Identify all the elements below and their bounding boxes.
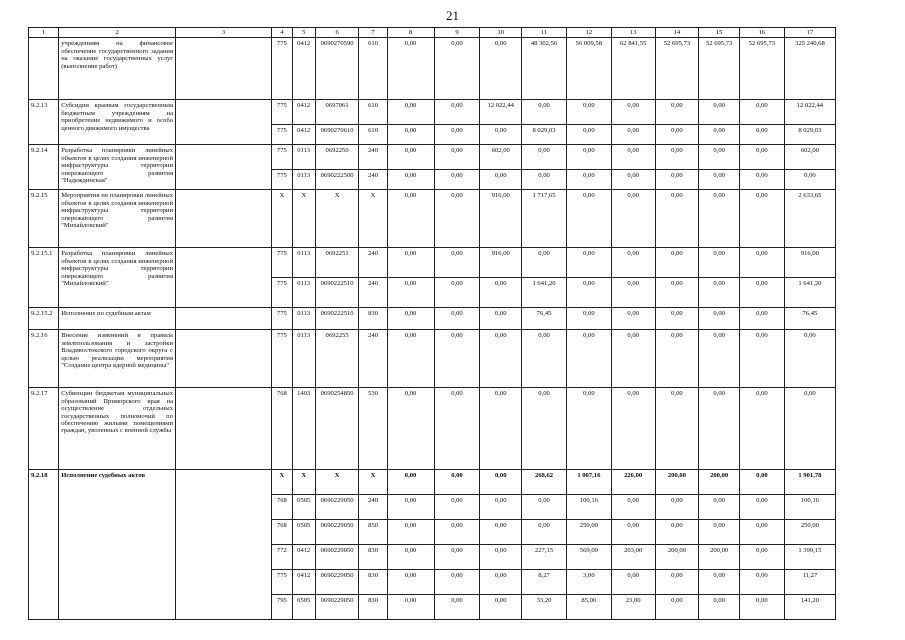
column-header: 3 xyxy=(176,28,272,38)
value-cell: 0,00 xyxy=(611,308,655,330)
value-cell: 0690229050 xyxy=(315,520,359,545)
value-cell: 2 633,65 xyxy=(784,190,835,248)
value-cell: 1 901,78 xyxy=(784,470,835,495)
value-cell: 240 xyxy=(359,170,387,190)
value-cell: 0,00 xyxy=(434,570,480,595)
value-cell: 0,00 xyxy=(611,145,655,170)
value-cell: 0,00 xyxy=(522,145,567,170)
column-header: 9 xyxy=(434,28,480,38)
value-cell: 916,00 xyxy=(480,248,522,278)
item-code: 9.2.15.1 xyxy=(29,248,59,308)
value-cell: 8 029,03 xyxy=(522,125,567,145)
value-cell: 0,00 xyxy=(566,190,611,248)
value-cell: 0,00 xyxy=(434,545,480,570)
col3-cell xyxy=(176,100,272,145)
value-cell: 0,00 xyxy=(655,388,699,470)
value-cell: 0690254850 xyxy=(315,388,359,470)
item-name: Субвенции бюджетам муниципальных образований Приморского края на осуществление отдельных государственных полномочий по обеспечению жилыми помещениями граждан, уволенных с военной службы xyxy=(59,388,176,470)
col3-cell xyxy=(176,308,272,330)
value-cell: 610 xyxy=(359,100,387,125)
page-number: 21 xyxy=(446,8,459,23)
value-cell: 0690270610 xyxy=(315,125,359,145)
value-cell: 916,00 xyxy=(480,190,522,248)
item-code: 9.2.15.2 xyxy=(29,308,59,330)
value-cell: 33,20 xyxy=(522,595,567,620)
value-cell: 0,00 xyxy=(699,248,740,278)
value-cell: 11,27 xyxy=(784,570,835,595)
column-header: 2 xyxy=(59,28,176,38)
value-cell: 0,00 xyxy=(480,388,522,470)
value-cell: 0,00 xyxy=(739,170,784,190)
value-cell: 775 xyxy=(271,248,292,278)
value-cell: 1 641,20 xyxy=(522,278,567,308)
value-cell: 203,00 xyxy=(611,545,655,570)
value-cell: 240 xyxy=(359,330,387,388)
value-cell: 3,00 xyxy=(566,570,611,595)
value-cell: 775 xyxy=(271,308,292,330)
item-code: 9.2.16 xyxy=(29,330,59,388)
value-cell: 325 240,68 xyxy=(784,38,835,100)
value-cell: 0,00 xyxy=(480,595,522,620)
value-cell: 830 xyxy=(359,595,387,620)
value-cell: 0505 xyxy=(292,520,315,545)
col3-cell xyxy=(176,38,272,100)
value-cell: 0,00 xyxy=(699,100,740,125)
value-cell: 775 xyxy=(271,278,292,308)
item-code: 9.2.15 xyxy=(29,190,59,248)
value-cell: 775 xyxy=(271,38,292,100)
item-name: учреждениям на финансовое обеспечение государственного задания на оказание государственных услуг (выполнение работ) xyxy=(59,38,176,100)
value-cell: 0690229050 xyxy=(315,545,359,570)
value-cell: 76,45 xyxy=(784,308,835,330)
value-cell: 0,00 xyxy=(655,278,699,308)
value-cell: 100,16 xyxy=(566,495,611,520)
value-cell: X xyxy=(359,190,387,248)
value-cell: 0,00 xyxy=(655,330,699,388)
value-cell: 768 xyxy=(271,520,292,545)
value-cell: 48 302,56 xyxy=(522,38,567,100)
value-cell: 775 xyxy=(271,145,292,170)
value-cell: 56 009,58 xyxy=(566,38,611,100)
item-name: Исполнение по судебным актам xyxy=(59,308,176,330)
value-cell: 768 xyxy=(271,495,292,520)
value-cell: 0,00 xyxy=(611,278,655,308)
value-cell: 0,00 xyxy=(434,308,480,330)
value-cell: 0690270590 xyxy=(315,38,359,100)
value-cell: 0,00 xyxy=(739,595,784,620)
col3-cell xyxy=(176,248,272,308)
value-cell: 268,62 xyxy=(522,470,567,495)
value-cell: 0,00 xyxy=(434,495,480,520)
table-body xyxy=(29,38,836,620)
value-cell: 0,00 xyxy=(480,278,522,308)
column-header: 4 xyxy=(271,28,292,38)
value-cell: 0,00 xyxy=(739,570,784,595)
value-cell: 0,00 xyxy=(434,278,480,308)
value-cell: 0,00 xyxy=(480,545,522,570)
table-row xyxy=(29,388,836,470)
value-cell: 62 841,55 xyxy=(611,38,655,100)
value-cell: 0,00 xyxy=(655,125,699,145)
value-cell: 0113 xyxy=(292,308,315,330)
value-cell: 1403 xyxy=(292,388,315,470)
value-cell: 0,00 xyxy=(655,145,699,170)
value-cell: 0,00 xyxy=(434,125,480,145)
value-cell: 0,00 xyxy=(566,330,611,388)
value-cell: 200,00 xyxy=(699,545,740,570)
value-cell: 1 399,15 xyxy=(784,545,835,570)
value-cell: 0,00 xyxy=(522,388,567,470)
value-cell: 0412 xyxy=(292,570,315,595)
value-cell: 0,00 xyxy=(611,248,655,278)
value-cell: 226,00 xyxy=(611,470,655,495)
value-cell: 0,00 xyxy=(699,278,740,308)
value-cell: 0113 xyxy=(292,248,315,278)
value-cell: 1 641,20 xyxy=(784,278,835,308)
value-cell: 0,00 xyxy=(611,520,655,545)
value-cell: 1 717,65 xyxy=(522,190,567,248)
value-cell: 0,00 xyxy=(655,190,699,248)
value-cell: 569,00 xyxy=(566,545,611,570)
value-cell: 0,00 xyxy=(434,248,480,278)
value-cell: 0113 xyxy=(292,278,315,308)
value-cell: 775 xyxy=(271,570,292,595)
value-cell: 8,27 xyxy=(522,570,567,595)
table-row xyxy=(29,38,836,100)
value-cell: 0,00 xyxy=(434,520,480,545)
value-cell: 250,00 xyxy=(784,520,835,545)
value-cell: 0,00 xyxy=(434,100,480,125)
column-header: 17 xyxy=(784,28,835,38)
value-cell: 0,00 xyxy=(434,170,480,190)
value-cell: 141,20 xyxy=(784,595,835,620)
value-cell: X xyxy=(271,190,292,248)
value-cell: 610 xyxy=(359,125,387,145)
value-cell: 0505 xyxy=(292,495,315,520)
value-cell: 0697061 xyxy=(315,100,359,125)
value-cell: 0690229050 xyxy=(315,570,359,595)
value-cell: 0,00 xyxy=(655,170,699,190)
header-row xyxy=(29,28,836,38)
value-cell: 0,00 xyxy=(611,100,655,125)
value-cell: X xyxy=(359,470,387,495)
value-cell: 0412 xyxy=(292,38,315,100)
value-cell: 0,00 xyxy=(387,545,434,570)
value-cell: 0,00 xyxy=(655,520,699,545)
value-cell: 775 xyxy=(271,330,292,388)
value-cell: 772 xyxy=(271,545,292,570)
value-cell: 0,00 xyxy=(566,388,611,470)
value-cell: 0,00 xyxy=(522,330,567,388)
value-cell: 0113 xyxy=(292,145,315,170)
col3-cell xyxy=(176,388,272,470)
item-code: 9.2.13 xyxy=(29,100,59,145)
value-cell: 0,00 xyxy=(434,38,480,100)
value-cell: 0,00 xyxy=(522,100,567,125)
value-cell: 0,00 xyxy=(387,145,434,170)
value-cell: 0,00 xyxy=(522,520,567,545)
value-cell: 0,00 xyxy=(566,308,611,330)
value-cell: 0,00 xyxy=(739,145,784,170)
value-cell: 240 xyxy=(359,495,387,520)
column-header: 7 xyxy=(359,28,387,38)
column-header: 6 xyxy=(315,28,359,38)
item-code xyxy=(29,38,59,100)
value-cell: 0,00 xyxy=(387,278,434,308)
value-cell: 0692250 xyxy=(315,145,359,170)
value-cell: 0,00 xyxy=(611,330,655,388)
value-cell: 0,00 xyxy=(434,190,480,248)
value-cell: 0,00 xyxy=(611,125,655,145)
table-row xyxy=(29,145,836,170)
value-cell: 0,00 xyxy=(480,170,522,190)
value-cell: 0,00 xyxy=(655,595,699,620)
value-cell: 0,00 xyxy=(434,388,480,470)
value-cell: 0,00 xyxy=(434,470,480,495)
value-cell: 768 xyxy=(271,388,292,470)
column-header: 8 xyxy=(387,28,434,38)
value-cell: 0,00 xyxy=(739,520,784,545)
value-cell: 0,00 xyxy=(522,495,567,520)
value-cell: 775 xyxy=(271,100,292,125)
table-row xyxy=(29,190,836,248)
value-cell: 795 xyxy=(271,595,292,620)
value-cell: 0,00 xyxy=(739,190,784,248)
value-cell: 0,00 xyxy=(566,145,611,170)
value-cell: 0690222510 xyxy=(315,308,359,330)
value-cell: 0,00 xyxy=(699,520,740,545)
value-cell: 12 022,44 xyxy=(784,100,835,125)
value-cell: 0,00 xyxy=(434,145,480,170)
value-cell: X xyxy=(315,190,359,248)
value-cell: 0,00 xyxy=(699,595,740,620)
column-header: 13 xyxy=(611,28,655,38)
value-cell: 52 695,73 xyxy=(699,38,740,100)
value-cell: 0,00 xyxy=(387,495,434,520)
value-cell: 0,00 xyxy=(739,248,784,278)
value-cell: 0,00 xyxy=(387,308,434,330)
value-cell: 0,00 xyxy=(739,278,784,308)
value-cell: 0,00 xyxy=(480,330,522,388)
value-cell: 0690222510 xyxy=(315,278,359,308)
value-cell: 602,00 xyxy=(480,145,522,170)
value-cell: 76,45 xyxy=(522,308,567,330)
value-cell: 0690229050 xyxy=(315,595,359,620)
value-cell: X xyxy=(271,470,292,495)
item-name: Мероприятия по планировки линейных объектов в целях создания инженерной инфраструктуры территории опережающего развития "Михайловский" xyxy=(59,190,176,248)
value-cell: 240 xyxy=(359,145,387,170)
value-cell: 0,00 xyxy=(566,125,611,145)
table-row xyxy=(29,308,836,330)
value-cell: 0,00 xyxy=(611,388,655,470)
value-cell: 0,00 xyxy=(611,190,655,248)
value-cell: 0,00 xyxy=(699,190,740,248)
value-cell: 0,00 xyxy=(480,308,522,330)
value-cell: 0,00 xyxy=(739,545,784,570)
value-cell: 0,00 xyxy=(566,248,611,278)
value-cell: 12 022,44 xyxy=(480,100,522,125)
value-cell: 23,00 xyxy=(611,595,655,620)
value-cell: 0,00 xyxy=(699,570,740,595)
column-header: 14 xyxy=(655,28,699,38)
value-cell: 100,16 xyxy=(784,495,835,520)
value-cell: 530 xyxy=(359,388,387,470)
value-cell: 0412 xyxy=(292,100,315,125)
column-header: 11 xyxy=(522,28,567,38)
item-name: Исполнение судебных актов xyxy=(59,470,176,620)
value-cell: 602,00 xyxy=(784,145,835,170)
value-cell: 0,00 xyxy=(566,100,611,125)
table-row xyxy=(29,100,836,125)
value-cell: 0,00 xyxy=(566,170,611,190)
value-cell: 0,00 xyxy=(480,495,522,520)
value-cell: 0,00 xyxy=(784,170,835,190)
value-cell: 0,00 xyxy=(480,470,522,495)
value-cell: 0,00 xyxy=(387,330,434,388)
value-cell: 0,00 xyxy=(784,388,835,470)
value-cell: 830 xyxy=(359,545,387,570)
value-cell: 8 029,03 xyxy=(784,125,835,145)
value-cell: 0,00 xyxy=(480,520,522,545)
value-cell: 0,00 xyxy=(387,520,434,545)
value-cell: 250,00 xyxy=(566,520,611,545)
value-cell: 0,00 xyxy=(699,308,740,330)
value-cell: 0,00 xyxy=(387,190,434,248)
value-cell: 916,00 xyxy=(784,248,835,278)
value-cell: 1 007,16 xyxy=(566,470,611,495)
table-row xyxy=(29,248,836,278)
value-cell: 0,00 xyxy=(387,595,434,620)
column-header: 12 xyxy=(566,28,611,38)
value-cell: 0,00 xyxy=(387,248,434,278)
value-cell: 0,00 xyxy=(699,145,740,170)
value-cell: 0,00 xyxy=(784,330,835,388)
column-header: 15 xyxy=(699,28,740,38)
value-cell: 0,00 xyxy=(387,570,434,595)
value-cell: 200,00 xyxy=(655,545,699,570)
value-cell: 0,00 xyxy=(566,278,611,308)
item-code: 9.2.14 xyxy=(29,145,59,190)
table-row xyxy=(29,470,836,495)
value-cell: 0692255 xyxy=(315,330,359,388)
value-cell: 0,00 xyxy=(387,125,434,145)
value-cell: 830 xyxy=(359,570,387,595)
value-cell: 0,00 xyxy=(655,248,699,278)
value-cell: 0,00 xyxy=(699,330,740,388)
item-code: 9.2.17 xyxy=(29,388,59,470)
value-cell: 0,00 xyxy=(611,170,655,190)
value-cell: 0,00 xyxy=(387,470,434,495)
item-name: Разработка планировки линейных объектов в целях создания инженерной инфраструктуры территории опережающего развития "Михайловский" xyxy=(59,248,176,308)
value-cell: 610 xyxy=(359,38,387,100)
value-cell: 0,00 xyxy=(611,495,655,520)
value-cell: 240 xyxy=(359,248,387,278)
item-name: Разработка планировки линейных объектов в целях создания инженерной инфраструктуры территории опережающего развития "Надеждинская" xyxy=(59,145,176,190)
item-name: Субсидии краевым государственным бюджетным учреждениям на приобретение недвижимого и особо ценного движимого имущества xyxy=(59,100,176,145)
value-cell: 0,00 xyxy=(699,495,740,520)
value-cell: 0,00 xyxy=(739,125,784,145)
value-cell: 0,00 xyxy=(480,125,522,145)
value-cell: 0,00 xyxy=(739,100,784,125)
column-header: 10 xyxy=(480,28,522,38)
value-cell: 0,00 xyxy=(739,388,784,470)
value-cell: X xyxy=(292,470,315,495)
col3-cell xyxy=(176,145,272,190)
value-cell: 0,00 xyxy=(387,100,434,125)
value-cell: 0,00 xyxy=(387,170,434,190)
value-cell: 85,00 xyxy=(566,595,611,620)
value-cell: 0,00 xyxy=(699,170,740,190)
value-cell: X xyxy=(292,190,315,248)
value-cell: 0,00 xyxy=(522,170,567,190)
value-cell: 0,00 xyxy=(522,248,567,278)
value-cell: 200,00 xyxy=(655,470,699,495)
value-cell: 200,00 xyxy=(699,470,740,495)
value-cell: 0412 xyxy=(292,125,315,145)
value-cell: 0,00 xyxy=(434,330,480,388)
value-cell: 830 xyxy=(359,308,387,330)
value-cell: 0,00 xyxy=(480,38,522,100)
value-cell: 0,00 xyxy=(739,330,784,388)
column-header: 1 xyxy=(29,28,59,38)
value-cell: 0113 xyxy=(292,330,315,388)
value-cell: 0412 xyxy=(292,545,315,570)
value-cell: 0,00 xyxy=(739,308,784,330)
value-cell: 0690229050 xyxy=(315,495,359,520)
value-cell: 0113 xyxy=(292,170,315,190)
value-cell: 850 xyxy=(359,520,387,545)
value-cell: 775 xyxy=(271,125,292,145)
column-header: 5 xyxy=(292,28,315,38)
item-name: Внесение изменений в правила землепользования и застройки Владивостокского городского округа с целью реализации мероприятия "Создание центра ядерной медицины" xyxy=(59,330,176,388)
value-cell: 0692251 xyxy=(315,248,359,278)
value-cell: 0,00 xyxy=(655,100,699,125)
col3-cell xyxy=(176,330,272,388)
value-cell: 0505 xyxy=(292,595,315,620)
value-cell: 0,00 xyxy=(480,570,522,595)
value-cell: 0,00 xyxy=(387,388,434,470)
value-cell: X xyxy=(315,470,359,495)
value-cell: 0,00 xyxy=(739,470,784,495)
value-cell: 0,00 xyxy=(387,38,434,100)
value-cell: 0,00 xyxy=(699,388,740,470)
value-cell: 0690222500 xyxy=(315,170,359,190)
value-cell: 52 695,73 xyxy=(739,38,784,100)
value-cell: 240 xyxy=(359,278,387,308)
value-cell: 0,00 xyxy=(655,495,699,520)
budget-table xyxy=(28,27,836,620)
value-cell: 0,00 xyxy=(434,595,480,620)
value-cell: 227,15 xyxy=(522,545,567,570)
item-code: 9.2.18 xyxy=(29,470,59,620)
col3-cell xyxy=(176,190,272,248)
column-header: 16 xyxy=(739,28,784,38)
table-row xyxy=(29,330,836,388)
col3-cell xyxy=(176,470,272,620)
value-cell: 0,00 xyxy=(655,570,699,595)
value-cell: 52 695,73 xyxy=(655,38,699,100)
value-cell: 775 xyxy=(271,170,292,190)
value-cell: 0,00 xyxy=(739,495,784,520)
value-cell: 0,00 xyxy=(655,308,699,330)
value-cell: 0,00 xyxy=(699,125,740,145)
value-cell: 0,00 xyxy=(611,570,655,595)
